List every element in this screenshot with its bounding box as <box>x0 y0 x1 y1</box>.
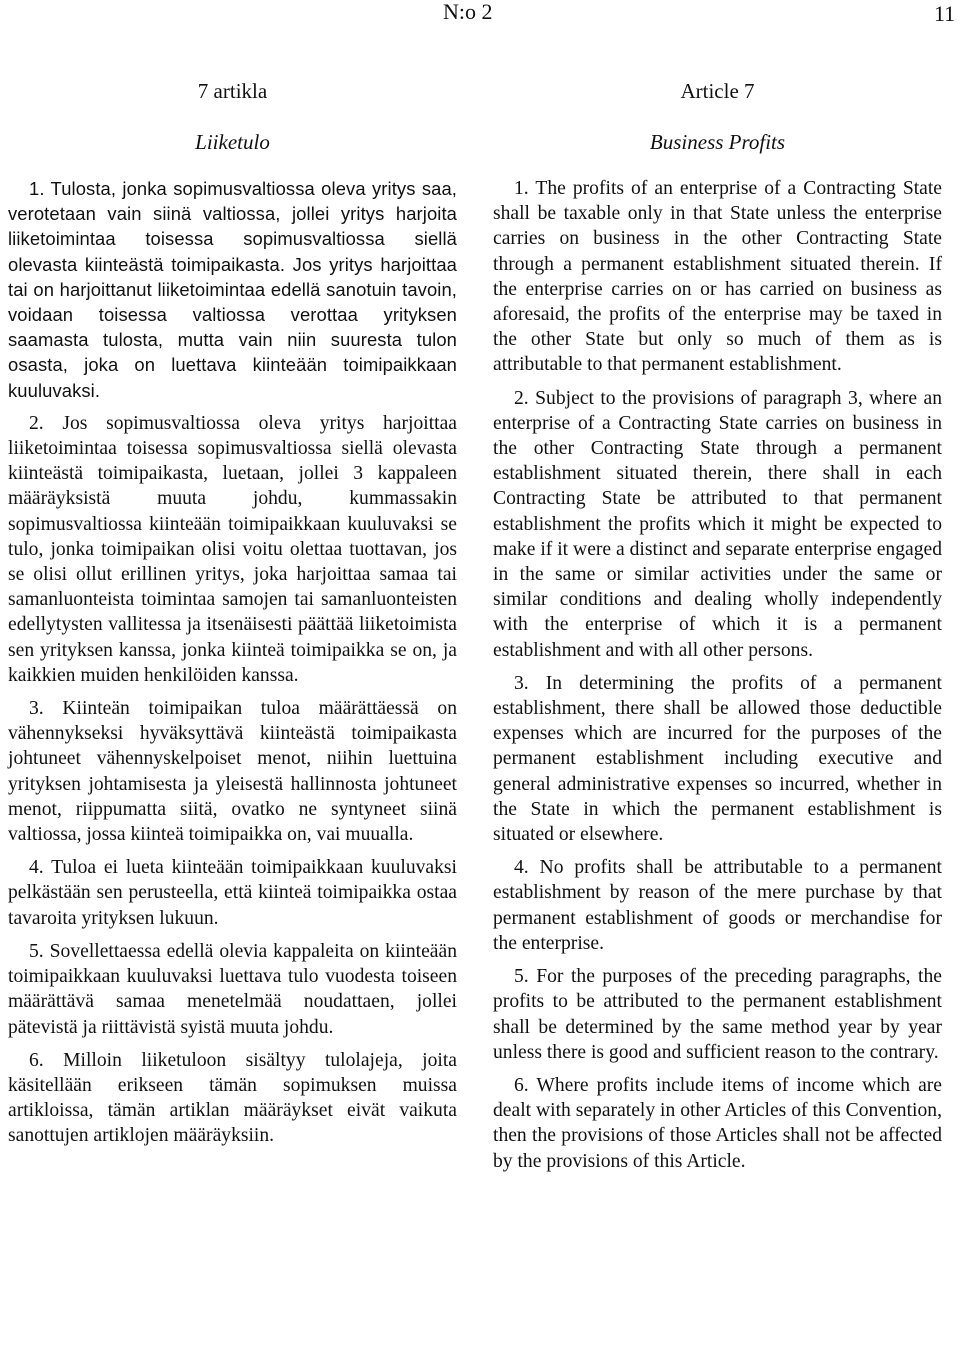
finnish-paragraph-3: 3. Kiinteän toimipaikan tuloa määrättäessä on vähennykseksi hyväksyttävä kiinteästä toimipaikasta johtuneet vähennyskelpoiset menot, niihin luettuina yrityksen johtamisesta ja yleisestä hallinnosta johtuneet menot, riippumatta siitä, ovatko ne syntyneet siinä valtiossa, jossa kiinteä toimipaikka on, vai muualla. <box>8 698 457 846</box>
english-paragraph-2: 2. Subject to the provisions of paragraph 3, where an enterprise of a Contracting State carries on business in the other Contracting State through a permanent establishment situated therein, there shall in each Contracting State be attributed to that permanent establishment the profits which it might be expected to make if it were a distinct and separate enterprise engaged in the same or similar activities under the same or similar conditions and dealing wholly independently with the enterprise of which it is a permanent establishment and with all other persons. <box>493 387 942 661</box>
finnish-paragraph-6: 6. Milloin liiketuloon sisältyy tulolajeja, joita käsitellään erikseen tämän sopimuksen muissa artikloissa, tämän artiklan määräykset eivät vaikuta sanottujen artiklojen määräyksiin. <box>8 1049 457 1147</box>
finnish-paragraph-4: 4. Tuloa ei lueta kiinteään toimipaikkaan kuuluvaksi pelkästään sen perusteella, että kiinteä toimipaikka ostaa tavaroita yrityksen lukuun. <box>8 857 457 929</box>
english-paragraphs <box>493 176 942 1174</box>
finnish-column <box>8 77 457 1157</box>
finnish-paragraphs <box>8 176 457 1149</box>
issue-label: N:o 2 <box>443 0 493 24</box>
english-paragraph-1: 1. The profits of an enterprise of a Contracting State shall be taxable only in that State unless the enterprise carries on business in the other Contracting State through a permanent establishment situated therein. If the enterprise carries on or has carried on business as aforesaid, the profits of the enterprise may be taxed in the other State but only so much of them as is attributable to that permanent establishment. <box>493 178 942 376</box>
english-paragraph-3: 3. In determining the profits of a permanent establishment, there shall be allowed those deductible expenses which are incurred for the purposes of the permanent establishment including executive and general administrative expenses so incurred, whether in the State in which the permanent establishment is situated or elsewhere. <box>493 672 942 846</box>
finnish-article-subtitle: Liiketulo <box>195 130 270 154</box>
english-article-subtitle: Business Profits <box>649 130 786 154</box>
english-paragraph-4: 4. No profits shall be attributable to a permanent establishment by reason of the mere purchase by that permanent establishment of goods or merchandise for the enterprise. <box>493 857 942 954</box>
english-article-title: Article 7 <box>680 79 755 103</box>
page-header <box>0 0 960 40</box>
finnish-paragraph-5: 5. Sovellettaessa edellä olevia kappaleita on kiinteään toimipaikkaan kuuluvaksi luettava tulo vuodesta toiseen määrättävä samaa menetelmää noudattaen, jollei pätevistä ja riittävistä syistä muuta johdu. <box>8 940 457 1038</box>
english-column <box>493 77 942 1182</box>
page-number: 11 <box>934 1 956 26</box>
finnish-paragraph-1: 1. Tulosta, jonka sopimusvaltiossa oleva yritys saa, verotetaan vain siinä valtiossa, jollei yritys harjoita liiketoimintaa toisessa sopimusvaltiossa siellä olevasta kiinteästä toimipaikasta. Jos yritys harjoittaa tai on harjoittanut liiketoimintaa edellä sanotuin tavoin, voidaan toisessa valtiossa verottaa yrityksen saamasta tulosta, mutta vain niin suuresta tulon osasta, joka on luettava kiinteään toimipaikkaan kuuluvaksi. <box>8 178 457 401</box>
finnish-paragraph-2: 2. Jos sopimusvaltiossa oleva yritys harjoittaa liiketoimintaa toisessa sopimusvaltiossa siellä olevasta kiinteästä toimipaikasta, luetaan, jollei 3 kappaleen määräyksistä muuta johdu, kummassakin sopimusvaltiossa kiinteään toimipaikkaan kuuluvaksi se tulo, jonka toimipaikan olisi voitu olettaa tuottavan, jos se olisi ollut erillinen yritys, joka harjoittaa samaa tai samanluonteista toimintaa samojen tai samanluonteisten edellytysten vallitessa ja itsenäisesti päättää liiketoimista sen yrityksen kanssa, jonka kiinteä toimipaikka se on, ja kaikkien muiden henkilöiden kanssa. <box>8 412 457 686</box>
english-paragraph-6: 6. Where profits include items of income which are dealt with separately in other Articles of this Convention, then the provisions of those Articles shall not be affected by the provisions of this Article. <box>493 1074 942 1172</box>
english-paragraph-5: 5. For the purposes of the preceding paragraphs, the profits to be attributed to the permanent establishment shall be determined by the same method year by year unless there is good and sufficient reason to the contrary. <box>493 966 942 1063</box>
finnish-article-title: 7 artikla <box>197 79 268 103</box>
